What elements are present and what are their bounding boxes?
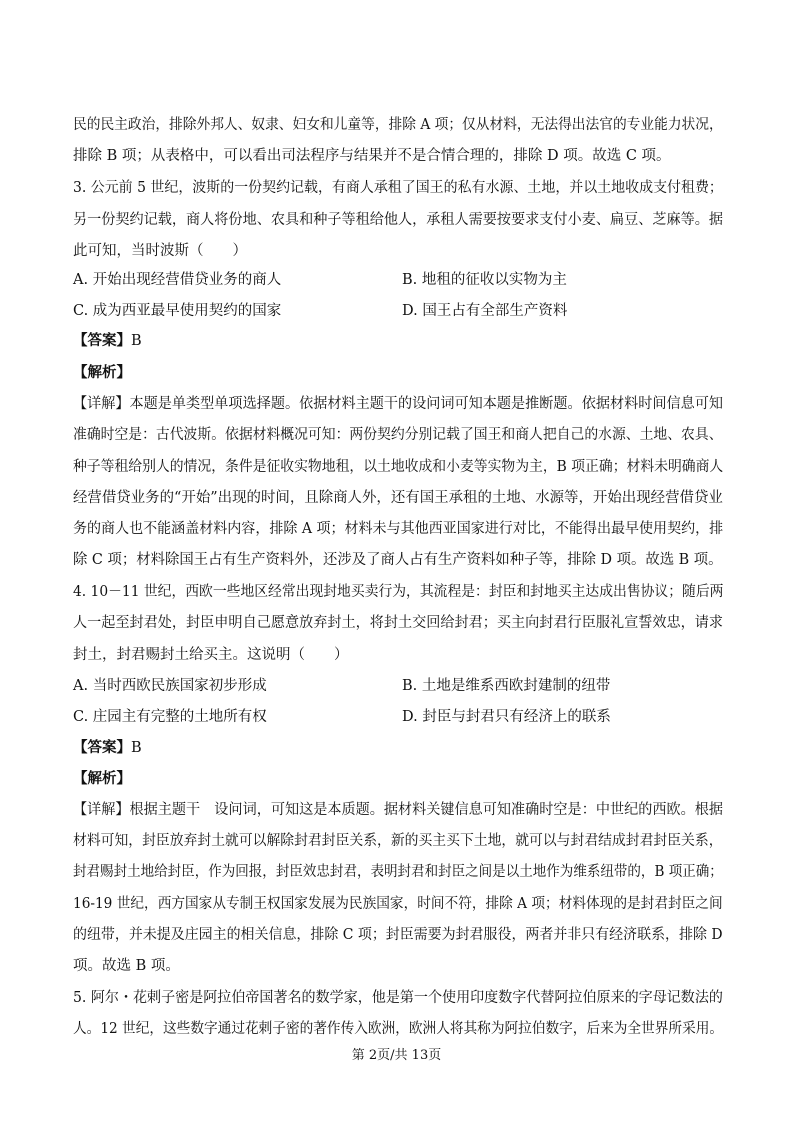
- answer-label: 【答案】: [73, 332, 131, 349]
- question-3-stem: 3. 公元前 5 世纪，波斯的一份契约记载，有商人承租了国王的私有水源、土地，并以土地收成支付租费；: [73, 180, 723, 196]
- text-line: 除 C 项；材料除国王占有生产资料外，还涉及了商人占有生产资料如种子等，排除 D 项。故选 B 项。: [73, 552, 723, 568]
- text-line: 民的民主政治，排除外邦人、奴隶、妇女和儿童等，排除 A 项；仅从材料，无法得出法官的专业能力状况，: [73, 117, 723, 133]
- page-number: 第 2页/共 13页: [351, 1048, 442, 1063]
- text-line: 的纽带，并未提及庄园主的相关信息，排除 C 项；封臣需要为封君服役，两者并非只有经济联系，排除 D: [73, 927, 723, 943]
- question-4-stem: 4. 10－11 世纪，西欧一些地区经常出现封地买卖行为，其流程是：封臣和封地买主达成出售协议；随后两: [73, 584, 724, 600]
- text-line: 种子等租给别人的情况，条件是征收实物地租，以土地收成和小麦等实物为主，B 项正确；材料未明确商人: [73, 459, 724, 475]
- q4-option-d: D. 封臣与封君只有经济上的联系: [402, 709, 611, 725]
- q4-analysis-label: 【解析】: [73, 770, 131, 787]
- text-line: 此可知，当时波斯（ ）: [73, 243, 247, 259]
- text-line: 人。12 世纪，这些数字通过花剌子密的著作传入欧洲，欧洲人将其称为阿拉伯数字，后来为全世界所采用。: [73, 1021, 724, 1037]
- q3-answer: [73, 331, 142, 351]
- q3-option-d: D. 国王占有全部生产资料: [402, 303, 568, 319]
- q3-option-a: A. 开始出现经营借贷业务的商人: [73, 272, 282, 288]
- text-line: 另一份契约记载，商人将份地、农具和种子等租给他人，承租人需要按要求支付小麦、扁豆、芝麻等。据: [73, 212, 723, 228]
- text-line: 务的商人也不能涵盖材料内容，排除 A 项；材料未与其他西亚国家进行对比，不能得出最早使用契约，排: [73, 521, 724, 537]
- q4-explanation: 【详解】根据主题干 设问词，可知这是本质题。据材料关键信息可知准确时空是：中世纪的西欧。根据: [73, 802, 723, 818]
- text-line: 人一起至封君处，封臣申明自己愿意放弃封土，将封土交回给封君；买主向封君行臣服礼宣誓效忠，请求: [73, 615, 723, 631]
- q3-explanation: 【详解】本题是单类型单项选择题。依据材料主题干的设问词可知本题是推断题。依据材料时间信息可知: [73, 396, 723, 412]
- text-line: 封君赐封土地给封臣，作为回报，封臣效忠封君，表明封君和封臣之间是以土地作为维系纽带的，B 项正确；: [73, 864, 723, 880]
- q3-option-b: B. 地租的征收以实物为主: [402, 272, 567, 288]
- q4-answer: [73, 738, 142, 758]
- question-5-stem: 5. 阿尔・花剌子密是阿拉伯帝国著名的数学家，他是第一个使用印度数字代替阿拉伯原来的字母记数法的: [73, 990, 723, 1006]
- text-line: 封土，封君赐封土给买主。这说明（ ）: [73, 647, 349, 663]
- answer-value: B: [131, 740, 142, 756]
- text-line: 材料可知，封臣放弃封土就可以解除封君封臣关系，新的买主买下土地，就可以与封君结成封君封臣关系，: [73, 833, 723, 849]
- text-line: 经营借贷业务的“开始”出现的时间，且除商人外，还有国王承租的土地、水源等，开始出现经营借贷业: [73, 490, 723, 506]
- q4-option-c: C. 庄园主有完整的土地所有权: [73, 709, 267, 725]
- text-line: 排除 B 项；从表格中，可以看出司法程序与结果并不是合情合理的，排除 D 项。故选 C 项。: [73, 148, 671, 164]
- q3-analysis-label: 【解析】: [73, 364, 131, 381]
- q4-option-b: B. 土地是维系西欧封建制的纽带: [402, 678, 611, 694]
- answer-label: 【答案】: [73, 739, 131, 756]
- answer-value: B: [131, 333, 142, 349]
- q4-option-a: A. 当时西欧民族国家初步形成: [73, 678, 267, 694]
- text-line: 项。故选 B 项。: [73, 958, 180, 974]
- text-line: 准确时空是：古代波斯。依据材料概况可知：两份契约分别记载了国王和商人把自己的水源、土地、农具、: [73, 427, 723, 443]
- text-line: 16-19 世纪，西方国家从专制王权国家发展为民族国家，时间不符，排除 A 项；材料体现的是封君封臣之间: [73, 896, 723, 912]
- q3-option-c: C. 成为西亚最早使用契约的国家: [73, 303, 282, 319]
